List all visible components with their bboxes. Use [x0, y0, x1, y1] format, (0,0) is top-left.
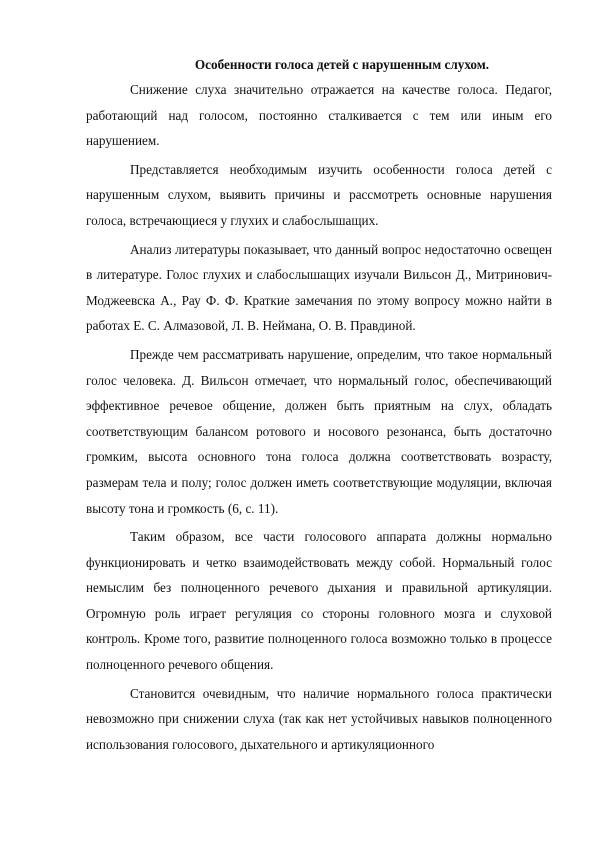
document-title: Особенности голоса детей с нарушенным слухом.	[194, 57, 490, 72]
document-body	[86, 52, 552, 757]
paragraph-5: Таким образом, все части голосового аппарата должны нормально функционировать и четко взаимодействовать между собой. Нормальный голос немыслим без полноценного речевого дыхания и правильной артикуляции. Огромную роль играет регуляция со стороны головного мозга и слуховой контроль. Кроме того, развитие полноценного голоса возможно только в процессе полноценного речевого общения.	[86, 529, 552, 673]
paragraph-4: Прежде чем рассматривать нарушение, определим, что такое нормальный голос человека. Д. Вильсон отмечает, что нормальный голос, обеспечивающий эффективное речевое общение, должен быть приятным на слух, обладать соответствующим балансом ротового и носового резонанса, быть достаточно громким, высота основного тона голоса должна соответствовать возрасту, размерам тела и полу; голос должен иметь соответствующие модуляции, включая высоту тона и громкость (6, с. 11).	[86, 346, 552, 516]
paragraph-3: Анализ литературы показывает, что данный вопрос недостаточно освещен в литературе. Голос глухих и слабослышащих изучали Вильсон Д., Митринович-Моджеевска А., Рау Ф. Ф. Краткие замечания по этому вопросу можно найти в работах Е. С. Алмазовой, Л. В. Неймана, О. В. Правдиной.	[86, 241, 552, 334]
paragraph-1: Снижение слуха значительно отражается на качестве голоса. Педагог, работающий над голосом, постоянно сталкивается с тем или иным его нарушением.	[86, 82, 552, 149]
paragraph-2: Представляется необходимым изучить особенности голоса детей с нарушенным слухом, выявить причины и рассмотреть основные нарушения голоса, встречающиеся у глухих и слабослышащих.	[86, 161, 552, 228]
paragraph-6: Становится очевидным, что наличие нормального голоса практически невозможно при снижении слуха (так как нет устойчивых навыков полноценного использования голосового, дыхательного и артикуляционного	[86, 685, 552, 752]
